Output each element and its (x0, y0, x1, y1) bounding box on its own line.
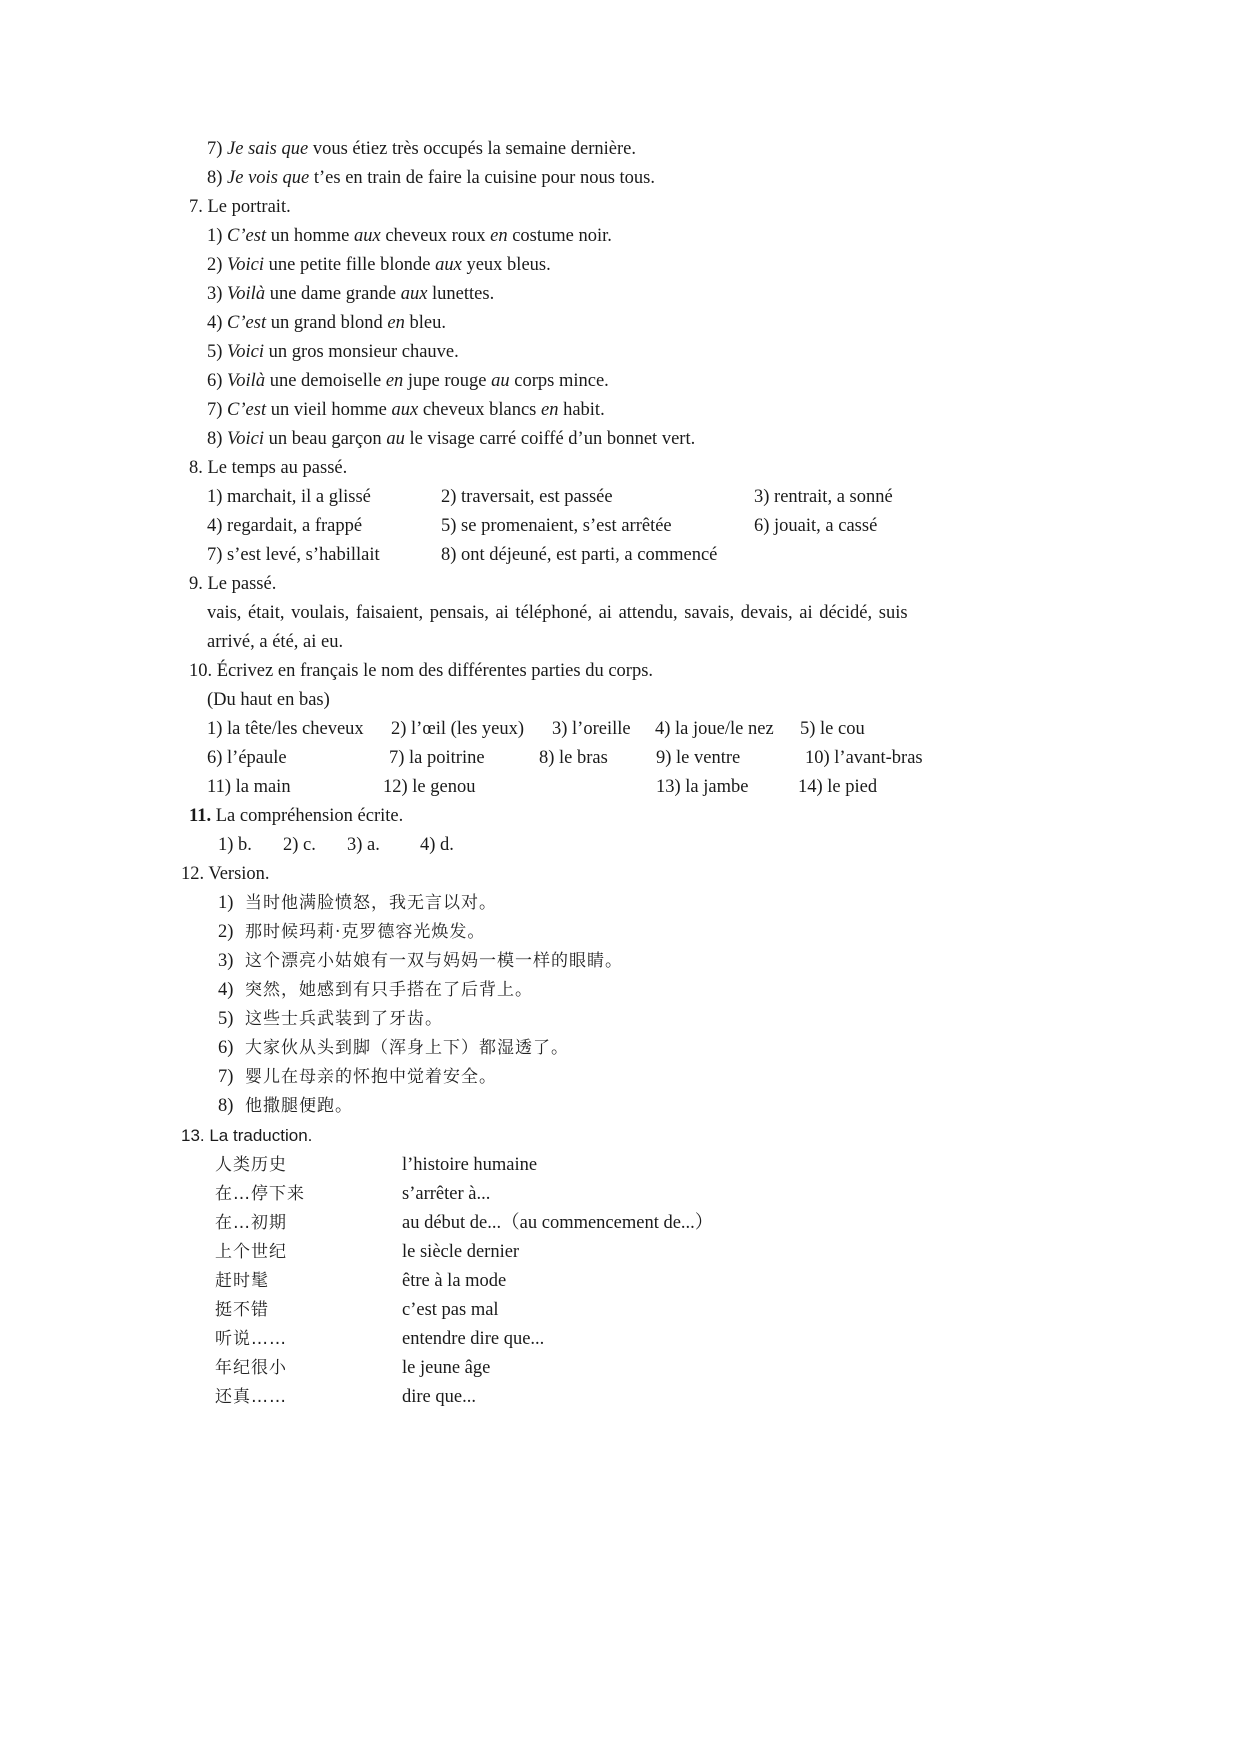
text-segment: une dame grande (265, 284, 401, 304)
sec7-item (207, 311, 446, 335)
sec12-item-text: 突然，她感到有只手搭在了后背上。 (245, 980, 533, 1000)
text-segment: une demoiselle (265, 371, 386, 391)
sec8-answer: 6) jouait, a cassé (754, 516, 878, 536)
sec12-item-text: 婴儿在母亲的怀抱中觉着安全。 (245, 1067, 497, 1087)
italic-phrase: C’est (227, 226, 267, 246)
sec8-answer: 3) rentrait, a sonné (754, 487, 893, 507)
section-11-label: La compréhension écrite. (211, 806, 404, 826)
sec10-answer: 12) le genou (383, 777, 476, 797)
italic-phrase: Voilà (227, 284, 266, 304)
vocab-chinese: 年纪很小 (215, 1358, 287, 1378)
sec10-answer: 1) la tête/les cheveux (207, 719, 364, 739)
sec7-item (207, 369, 609, 393)
sec10-answer: 4) la joue/le nez (655, 719, 774, 739)
italic-phrase: C’est (227, 400, 267, 420)
sec7-item (207, 282, 494, 306)
sec10-answer: 5) le cou (800, 719, 865, 739)
sec10-answer: 14) le pied (798, 777, 878, 797)
sec7-item (207, 253, 551, 277)
vocab-chinese: 上个世纪 (215, 1242, 287, 1262)
italic-phrase: en (540, 400, 559, 420)
italic-phrase: aux (400, 284, 428, 304)
sec10-answer: 6) l’épaule (207, 748, 287, 768)
vocab-chinese: 在…停下来 (215, 1184, 305, 1204)
vocab-chinese: 还真…… (215, 1387, 287, 1407)
text-segment: un gros monsieur chauve. (264, 342, 459, 362)
sec7-item (207, 224, 612, 248)
sec12-item-number: 8) (218, 1096, 234, 1116)
sec12-item-number: 7) (218, 1067, 234, 1087)
text-segment: cheveux blancs (418, 400, 541, 420)
sec8-answer: 2) traversait, est passée (441, 487, 613, 507)
sec10-answer: 2) l’œil (les yeux) (391, 719, 525, 739)
sec10-answer: 7) la poitrine (389, 748, 485, 768)
vocab-chinese: 在…初期 (215, 1213, 287, 1233)
sec12-item-number: 5) (218, 1009, 234, 1029)
sec9-answer-line-1: vais, était, voulais, faisaient, pensais, ai téléphoné, ai attendu, savais, devais, ai décidé, suis (207, 603, 908, 623)
sec12-item-number: 1) (218, 893, 234, 913)
sec8-answer: 7) s’est levé, s’habillait (207, 545, 380, 565)
text-segment: cheveux roux (380, 226, 491, 246)
italic-phrase: C’est (227, 313, 267, 333)
sec12-item-text: 这个漂亮小姑娘有一双与妈妈一模一样的眼睛。 (245, 951, 623, 971)
sec10-answer: 9) le ventre (656, 748, 741, 768)
item-number: 5) (207, 342, 223, 362)
italic-phrase: en (385, 371, 404, 391)
sec12-item-text: 他撒腿便跑。 (245, 1096, 353, 1116)
section-12-title: 12. Version. (181, 864, 270, 884)
vocab-chinese: 人类历史 (215, 1155, 287, 1175)
text-segment: habit. (558, 400, 605, 420)
sec12-item-text: 当时他满脸愤怒，我无言以对。 (245, 893, 497, 913)
italic-phrase: Je sais que (227, 139, 309, 159)
sec12-item-text: 大家伙从头到脚（浑身上下）都湿透了。 (245, 1038, 569, 1058)
sec9-answer-line-2: arrivé, a été, ai eu. (207, 632, 344, 652)
italic-phrase: en (490, 226, 508, 246)
text-segment: jupe rouge (403, 371, 492, 391)
sec12-item-number: 4) (218, 980, 234, 1000)
sec8-answer: 8) ont déjeuné, est parti, a commencé (441, 545, 718, 565)
sec7-item (207, 398, 605, 422)
sec7-item (207, 340, 459, 364)
text-segment: corps mince. (509, 371, 609, 391)
section-13-title: 13. La traduction. (181, 1126, 313, 1145)
sec10-answer: 11) la main (207, 777, 291, 797)
vocab-chinese: 挺不错 (215, 1300, 269, 1320)
sec12-item-number: 3) (218, 951, 234, 971)
italic-phrase: aux (435, 255, 462, 275)
sec11-answer: 1) b. (218, 835, 252, 855)
sec10-answer: 3) l’oreille (552, 719, 631, 739)
vocab-french: s’arrêter à... (402, 1184, 491, 1204)
item-number: 8) (207, 168, 223, 188)
text-segment: vous étiez très occupés la semaine dernière. (308, 139, 636, 159)
item-number: 7) (207, 139, 223, 159)
section-7-title: 7. Le portrait. (189, 197, 291, 217)
text-segment: une petite fille blonde (264, 255, 436, 275)
section-11-title (189, 804, 403, 828)
vocab-french: entendre dire que... (402, 1329, 545, 1349)
sec7-item (207, 427, 695, 451)
sec8-answer: 4) regardait, a frappé (207, 516, 363, 536)
sec12-item-number: 6) (218, 1038, 234, 1058)
sec6-item-8 (207, 166, 655, 190)
sec8-answer: 1) marchait, il a glissé (207, 487, 371, 507)
sec12-item-text: 这些士兵武装到了牙齿。 (245, 1009, 443, 1029)
sec10-note: (Du haut en bas) (207, 690, 330, 710)
sec10-answer: 10) l’avant-bras (805, 748, 923, 768)
text-segment: un beau garçon (264, 429, 387, 449)
italic-phrase: Voici (227, 255, 265, 275)
item-number: 2) (207, 255, 223, 275)
item-number: 6) (207, 371, 223, 391)
italic-phrase: Voici (227, 429, 265, 449)
text-segment: yeux bleus. (461, 255, 551, 275)
sec10-answer: 8) le bras (539, 748, 608, 768)
italic-phrase: en (387, 313, 405, 333)
vocab-french: c’est pas mal (402, 1300, 499, 1320)
section-10-title: 10. Écrivez en français le nom des différentes parties du corps. (189, 661, 654, 681)
italic-phrase: aux (353, 226, 381, 246)
text-segment: lunettes. (427, 284, 495, 304)
text-segment: un grand blond (266, 313, 388, 333)
text-segment: un vieil homme (266, 400, 392, 420)
sec11-answer: 2) c. (283, 835, 316, 855)
sec11-answer: 3) a. (347, 835, 380, 855)
vocab-french: le jeune âge (402, 1358, 491, 1378)
italic-phrase: au (386, 429, 405, 449)
vocab-chinese: 赶时髦 (215, 1271, 269, 1291)
section-11-number: 11. (189, 806, 212, 826)
sec10-answer: 13) la jambe (656, 777, 749, 797)
text-segment: bleu. (404, 313, 446, 333)
italic-phrase: au (491, 371, 510, 391)
italic-phrase: Je vois que (227, 168, 310, 188)
item-number: 7) (207, 400, 223, 420)
vocab-french: au début de...（au commencement de...） (402, 1213, 714, 1233)
section-8-title: 8. Le temps au passé. (189, 458, 348, 478)
text-segment: costume noir. (507, 226, 612, 246)
item-number: 1) (207, 226, 223, 246)
item-number: 3) (207, 284, 223, 304)
vocab-french: dire que... (402, 1387, 476, 1407)
item-number: 4) (207, 313, 223, 333)
vocab-french: être à la mode (402, 1271, 507, 1291)
italic-phrase: Voilà (227, 371, 266, 391)
sec12-item-text: 那时候玛莉·克罗德容光焕发。 (245, 922, 486, 942)
vocab-french: le siècle dernier (402, 1242, 520, 1262)
sec12-item-number: 2) (218, 922, 234, 942)
sec11-answer: 4) d. (420, 835, 454, 855)
italic-phrase: aux (391, 400, 419, 420)
sec8-answer: 5) se promenaient, s’est arrêtée (441, 516, 672, 536)
vocab-french: l’histoire humaine (402, 1155, 538, 1175)
vocab-chinese: 听说…… (215, 1329, 287, 1349)
sec6-item-7 (207, 137, 636, 161)
text-segment: un homme (266, 226, 354, 246)
section-9-title: 9. Le passé. (189, 574, 277, 594)
text-segment: le visage carré coiffé d’un bonnet vert. (404, 429, 696, 449)
text-segment: t’es en train de faire la cuisine pour nous tous. (309, 168, 655, 188)
italic-phrase: Voici (227, 342, 265, 362)
item-number: 8) (207, 429, 223, 449)
